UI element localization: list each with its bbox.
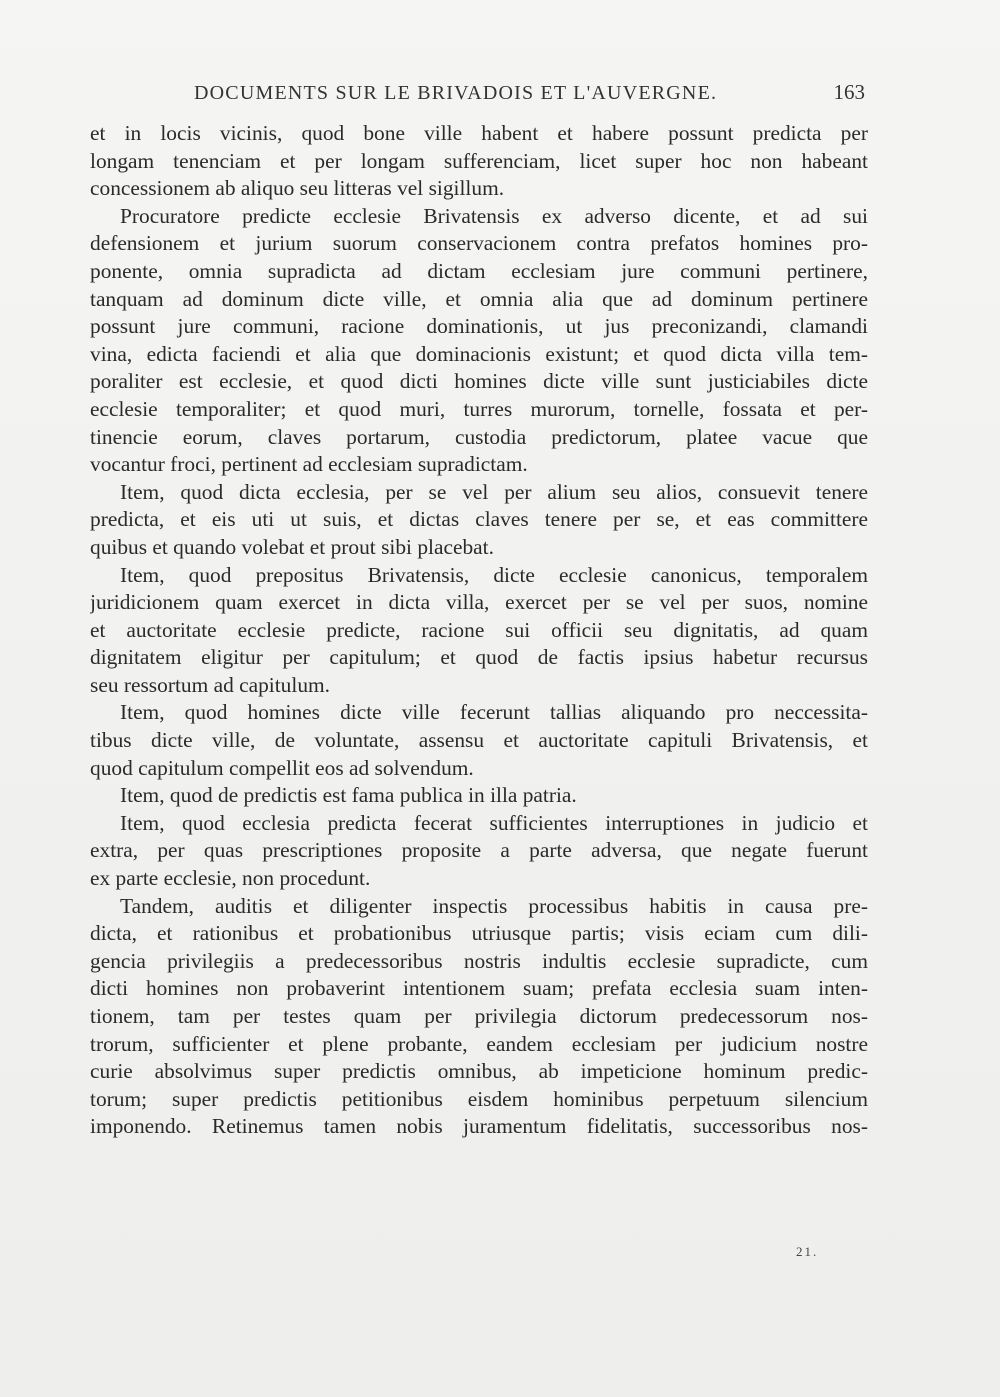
text-line: dicta, et rationibus et probationibus utriusque partis; visis eciam cum dili-	[90, 921, 868, 946]
body-text	[90, 120, 868, 1141]
text-line: dignitatem eligitur per capitulum; et quod de factis ipsius habetur recursus	[90, 645, 868, 670]
running-head	[90, 82, 865, 112]
text-line: possunt jure communi, racione dominationis, ut jus preconizandi, clamandi	[90, 314, 868, 339]
text-line: imponendo. Retinemus tamen nobis juramentum fidelitatis, successoribus nos-	[90, 1114, 868, 1139]
text-line: longam tenenciam et per longam sufferenciam, licet super hoc non habeant	[90, 148, 868, 173]
text-line: ex parte ecclesie, non procedunt.	[90, 866, 371, 891]
text-line: quibus et quando volebat et prout sibi placebat.	[90, 534, 494, 559]
text-line: defensionem et jurium suorum conservacionem contra prefatos homines pro-	[90, 231, 868, 256]
text-line: ponente, omnia supradicta ad dictam ecclesiam jure communi pertinere,	[90, 258, 868, 283]
text-line: et in locis vicinis, quod bone ville habent et habere possunt predicta per	[90, 121, 868, 145]
text-line: seu ressortum ad capitulum.	[90, 672, 330, 697]
running-title: DOCUMENTS SUR LE BRIVADOIS ET L'AUVERGNE.	[194, 82, 718, 104]
text-line: Tandem, auditis et diligenter inspectis processibus habitis in causa pre-	[120, 893, 868, 918]
text-line: Procuratore predicte ecclesie Brivatensis ex adverso dicente, et ad sui	[120, 203, 868, 228]
page-number: 163	[833, 80, 865, 104]
text-line: Item, quod prepositus Brivatensis, dicte ecclesie canonicus, temporalem	[120, 562, 868, 587]
text-line: ecclesie temporaliter; et quod muri, turres murorum, tornelle, fossata et per-	[90, 396, 868, 421]
text-line: Item, quod ecclesia predicta fecerat sufficientes interruptiones in judicio et	[120, 810, 868, 835]
text-line: juridicionem quam exercet in dicta villa, exercet per se vel per suos, nomine	[90, 590, 868, 615]
text-line: Item, quod dicta ecclesia, per se vel per alium seu alios, consuevit tenere	[120, 479, 868, 504]
text-line: concessionem ab aliquo seu litteras vel sigillum.	[90, 176, 505, 201]
text-line: vocantur froci, pertinent ad ecclesiam supradictam.	[90, 452, 528, 477]
text-line: predicta, et eis uti ut suis, et dictas claves tenere per se, et eas committere	[90, 507, 868, 532]
text-line: Item, quod homines dicte ville fecerunt tallias aliquando pro neccessita-	[120, 700, 868, 725]
text-line: tinencie eorum, claves portarum, custodia predictorum, platee vacue que	[90, 424, 868, 449]
text-line: Item, quod de predictis est fama publica in illa patria.	[120, 783, 577, 808]
text-line: tionem, tam per testes quam per privilegia dictorum predecessorum nos-	[90, 1004, 868, 1028]
text-line: curie absolvimus super predictis omnibus, ab impeticione hominum predic-	[90, 1059, 868, 1084]
text-line: trorum, sufficienter et plene probante, eandem ecclesiam per judicium nostre	[90, 1031, 868, 1056]
text-line: vina, edicta faciendi et alia que dominacionis existunt; et quod dicta villa tem-	[90, 341, 868, 366]
text-line: et auctoritate ecclesie predicte, racione sui officii seu dignitatis, ad quam	[90, 617, 868, 642]
text-line: tanquam ad dominum dicte ville, et omnia alia que ad dominum pertinere	[90, 286, 868, 311]
signature-mark: 21.	[796, 1244, 819, 1259]
text-line: quod capitulum compellit eos ad solvendum.	[90, 755, 474, 780]
text-line: torum; super predictis petitionibus eisdem hominibus perpetuum silencium	[90, 1086, 868, 1111]
text-line: extra, per quas prescriptiones proposite a parte adversa, que negate fuerunt	[90, 838, 868, 863]
text-line: tibus dicte ville, de voluntate, assensu et auctoritate capituli Brivatensis, et	[90, 728, 868, 753]
text-line: poraliter est ecclesie, et quod dicti homines dicte ville sunt justiciabiles dicte	[90, 369, 868, 394]
text-line: gencia privilegiis a predecessoribus nostris indultis ecclesie supradicte, cum	[90, 948, 868, 973]
text-line: dicti homines non probaverint intentionem suam; prefata ecclesia suam inten-	[90, 976, 868, 1001]
